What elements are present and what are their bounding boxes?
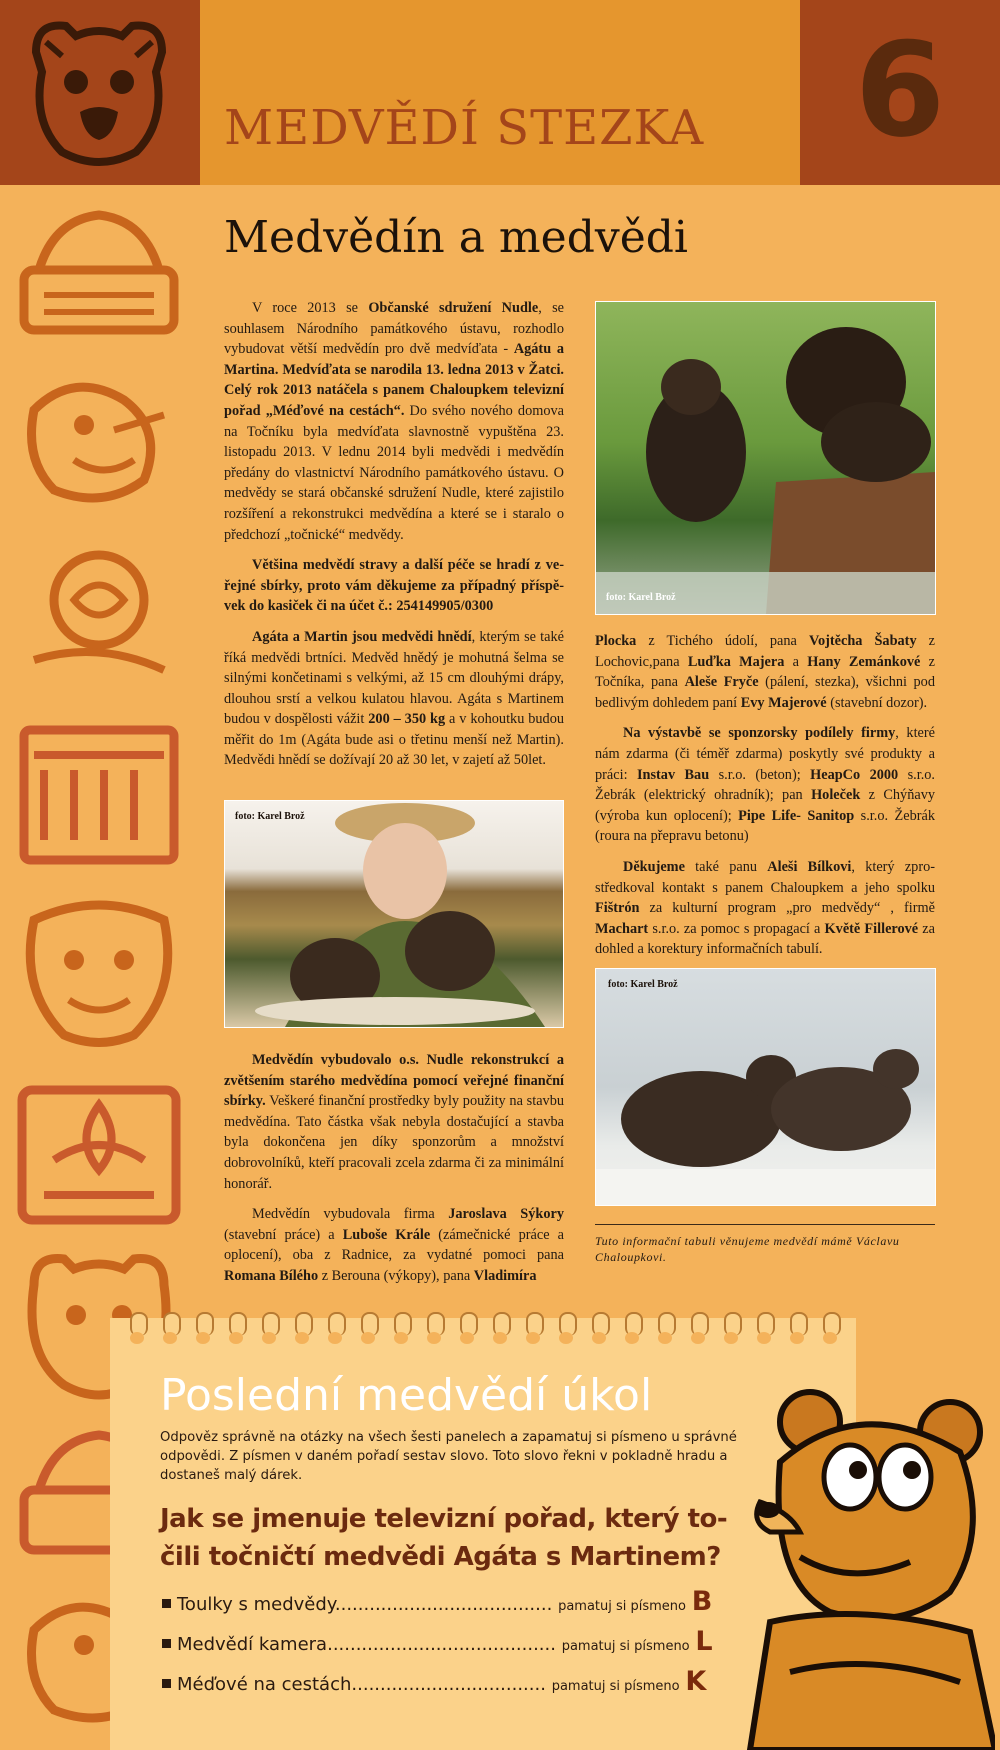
text-run: V roce 2013 se xyxy=(252,300,369,316)
text-run: , kterým se také říká medvědi brtníci. Medvěd hnědý je mohutná šelma se silnými končetinami s velkými, až 15 cm dlouhými drápy, dlouhou srstí a velkou kulatou hlavou. Agáta s Martinem budou v dospělosti vážit xyxy=(224,628,564,728)
notepad-hole xyxy=(625,1332,639,1344)
text-bold-run: Luďka Majera xyxy=(687,653,785,670)
text-bold-run: Aleši Bílkovi xyxy=(767,858,852,875)
option-hint: pamatuj si písmeno xyxy=(551,1679,680,1694)
text-run: za kulturní program „pro medvědy“ , firmě xyxy=(639,900,935,917)
text-bold-run: Pipe Life- Sanitop xyxy=(738,807,855,824)
panel-number-block xyxy=(800,0,1000,185)
photo-credit: foto: Karel Brož xyxy=(608,979,678,990)
text-bold-run: Vojtěcha Šabaty xyxy=(808,633,917,649)
paragraph-donation xyxy=(224,555,564,617)
text-run: z Tichého údolí, pana xyxy=(636,633,809,649)
text-run: s.r.o. Žebrák (roura na přepravu betonu) xyxy=(595,807,935,845)
paragraph xyxy=(224,1050,564,1194)
quiz-option[interactable] xyxy=(162,1666,707,1697)
notepad-hole xyxy=(262,1332,276,1344)
paragraph-thanks xyxy=(595,857,935,960)
text-run: a xyxy=(784,653,808,670)
notepad-hole xyxy=(130,1332,144,1344)
bear-face-icon xyxy=(16,12,182,172)
text-bold-run: Machart xyxy=(595,920,649,937)
ornament-crown-icon xyxy=(14,200,184,340)
option-dots: ........................................ xyxy=(327,1634,556,1655)
option-dots: .................................. xyxy=(351,1674,546,1695)
text-bold-run: Většina medvědí stravy a další péče se hradí z veřejné sbírky, proto vám děkujeme za případný příspěvek do kasiček či na účet č.: 254149905/0300 xyxy=(224,557,564,615)
text-run: , se souhlasem Národního památkového ústavu, rozhodlo vybudovat větší medvědín pro dvě medvíďata - xyxy=(224,300,565,358)
photo-man-with-cubs xyxy=(224,800,564,1028)
notepad-hole xyxy=(724,1332,738,1344)
quiz-option[interactable] xyxy=(162,1586,713,1617)
paragraph xyxy=(224,298,564,545)
text-run: , který zprostředkoval kontakt s panem Chaloupkem a jeho spolku xyxy=(595,858,935,896)
ornament-castle-icon xyxy=(14,710,184,870)
text-run: s.r.o. za pomoc s propagací a xyxy=(648,920,825,937)
notepad-hole xyxy=(526,1332,540,1344)
text-run: (stavební práce) a xyxy=(224,1226,343,1243)
text-bold-run: Luboše Krále xyxy=(342,1226,431,1243)
text-run: z Lochovic,pana xyxy=(595,633,935,670)
quiz-intro: Odpověz správně na otázky na všech šesti panelech a zapamatuj si písmeno u správné odpovědi. Z písmen v daném pořadí sestav slovo. Toto slovo řekni v pokladně hradu a dostaneš malý dárek. xyxy=(160,1430,737,1483)
option-hint: pamatuj si písmeno xyxy=(561,1639,690,1654)
ornament-face-icon xyxy=(14,890,184,1050)
text-run: , které nám zdarma (či téměř zdarma) poskytly své produkty a práci: xyxy=(595,725,935,783)
quiz-question: Jak se jmenuje televizní pořad, který točili točničtí medvědi Agáta s Martinem? xyxy=(160,1504,728,1572)
option-letter: B xyxy=(691,1586,713,1617)
photo-cubs-on-stump xyxy=(595,301,936,615)
text-bold-run: Romana Bílého xyxy=(224,1267,319,1284)
text-bold-run: Agátu a Martina. Medvíďata se narodila 13. ledna 2013 v Žatci. Celý rok 2013 natáčela s panem Chaloupkem televizní pořad „Méďové na cestách“. xyxy=(224,341,565,419)
text-bold-run: Květě Fillerové xyxy=(824,920,919,937)
text-run: z Chýňavy (výroba kun oplocení); xyxy=(595,787,935,824)
paragraph xyxy=(224,1204,564,1286)
text-run: z Berouna (výkopy), pana xyxy=(318,1267,474,1284)
article-column-left-lower xyxy=(224,1050,564,1297)
ornament-rose-icon xyxy=(14,540,184,680)
notepad-hole xyxy=(229,1332,243,1344)
bullet-square-icon xyxy=(162,1639,171,1648)
text-bold-run: Vladimíra xyxy=(473,1267,537,1284)
text-bold-run: Agáta a Martin jsou medvědi hnědí xyxy=(252,628,472,645)
text-bold-run: Instav Bau xyxy=(636,766,710,783)
option-label: Medvědí kamera xyxy=(177,1634,328,1655)
option-letter: L xyxy=(695,1626,713,1657)
text-run: (pálení, stezka), všichni pod bedlivým dohledem paní xyxy=(595,674,935,711)
notepad-hole xyxy=(394,1332,408,1344)
text-run: s.r.o. (beton); xyxy=(709,766,811,783)
quiz-option[interactable] xyxy=(162,1626,713,1657)
text-bold-run: Evy Majerové xyxy=(740,694,827,711)
text-run: a v kohoutku budou měřit do 1m (Agáta bude asi o třetinu menší než Martin). Medvědi hnědí se dožívají 20 až 30 let, v zajetí až 50let. xyxy=(224,711,564,769)
photo-credit: foto: Karel Brož xyxy=(235,811,305,822)
notepad-hole xyxy=(328,1332,342,1344)
trail-title: MEDVĚDÍ STEZKA xyxy=(224,100,705,156)
panel-number: 6 xyxy=(854,14,946,166)
text-bold-run: Holeček xyxy=(811,787,861,804)
dedication: Tuto informační tabuli věnujeme medvědí mámě Václavu Chaloupkovi. xyxy=(595,1224,935,1265)
notepad-hole xyxy=(691,1332,705,1344)
notepad-hole xyxy=(493,1332,507,1344)
text-bold-run: Medvědín vybudovalo o.s. Nudle rekonstrukcí a zvětšením starého medvědína pomocí veřejné finanční sbírky. xyxy=(224,1052,564,1110)
cartoon-bear-icon xyxy=(740,1382,995,1750)
ornament-fleur-icon xyxy=(14,1070,184,1230)
text-run: Veškeré finanční prostředky byly použity na stavbu medvědína. Tato částka však nebyla dostačující a stavba byla dokončena jen díky sponzorům a množství dobrovolníků, kteří pracovali zcela zdarma či za minimální honorář. xyxy=(224,1093,564,1192)
text-run: (stavební dozor). xyxy=(826,694,928,711)
notepad-hole xyxy=(163,1332,177,1344)
text-run: Medvědín vybudovala firma xyxy=(252,1206,449,1223)
notepad-hole xyxy=(295,1332,309,1344)
ornament-bird-icon xyxy=(14,370,184,510)
notepad-hole xyxy=(559,1332,573,1344)
text-run: (zámečnické práce a oplocení), oba z Radnice, za vydatné pomoci pana xyxy=(224,1226,564,1264)
article-column-left xyxy=(224,298,564,781)
bullet-square-icon xyxy=(162,1679,171,1688)
text-bold-run: HeapCo 2000 xyxy=(810,766,899,783)
notepad-hole xyxy=(196,1332,210,1344)
quiz-title: Poslední medvědí úkol xyxy=(160,1370,653,1421)
notepad-hole xyxy=(658,1332,672,1344)
text-run: také panu xyxy=(684,858,768,875)
text-bold-run: Občanské sdružení Nudle xyxy=(368,300,539,316)
bullet-square-icon xyxy=(162,1599,171,1608)
notepad-hole xyxy=(427,1332,441,1344)
notepad-hole xyxy=(757,1332,771,1344)
paragraph-sponsors xyxy=(595,723,935,847)
notepad-hole xyxy=(790,1332,804,1344)
notepad-hole xyxy=(823,1332,837,1344)
notepad-hole xyxy=(460,1332,474,1344)
text-run: za dohled a korektury informačních tabulí. xyxy=(595,920,935,958)
text-bold-run: Fištrón xyxy=(595,900,640,917)
notepad-hole xyxy=(361,1332,375,1344)
photo-bears-in-frost xyxy=(595,968,936,1206)
text-bold-run: Na výstavbě se sponzorsky podílely firmy xyxy=(623,725,896,742)
option-label: Méďové na cestách xyxy=(177,1674,352,1695)
text-bold-run: Hany Zemánkové xyxy=(807,653,921,670)
text-bold-run: Aleše Fryče xyxy=(684,674,759,691)
text-run: z Točníka, pana xyxy=(595,653,935,691)
text-run: Do svého nového domova na Točníku byla medvíďata slavnostně vypuštěna 23. listopadu 2013. V lednu 2014 byli medvědi i medvědín předány do vlastnictví Národního památkového ústavu. O medvědy se stará občanské sdružení Nudle, které zajistilo rozšíření a rekonstrukci medvědína a které se i staralo o předchozí „točnické“ medvědy. xyxy=(224,402,564,543)
option-label: Toulky s medvědy xyxy=(177,1594,335,1615)
header-logo-block xyxy=(0,0,200,185)
option-hint: pamatuj si písmeno xyxy=(558,1599,686,1614)
article-column-right xyxy=(595,631,935,970)
header-bar xyxy=(0,0,1000,185)
text-bold-run: 200 – 350 kg xyxy=(368,711,446,728)
page-title: Medvědín a medvědi xyxy=(224,212,688,263)
option-letter: K xyxy=(685,1666,707,1697)
option-dots: ...................................... xyxy=(334,1594,553,1615)
paragraph xyxy=(224,627,564,771)
notepad-hole xyxy=(592,1332,606,1344)
text-bold-run: Jaroslava Sýkory xyxy=(448,1206,564,1223)
photo-credit: foto: Karel Brož xyxy=(606,592,676,603)
text-bold-run: Plocka xyxy=(595,633,637,649)
text-run: s.r.o. Žebrák (elektrický ohradník); pan xyxy=(595,766,935,804)
text-bold-run: Děkujeme xyxy=(623,858,685,875)
paragraph xyxy=(595,631,935,713)
